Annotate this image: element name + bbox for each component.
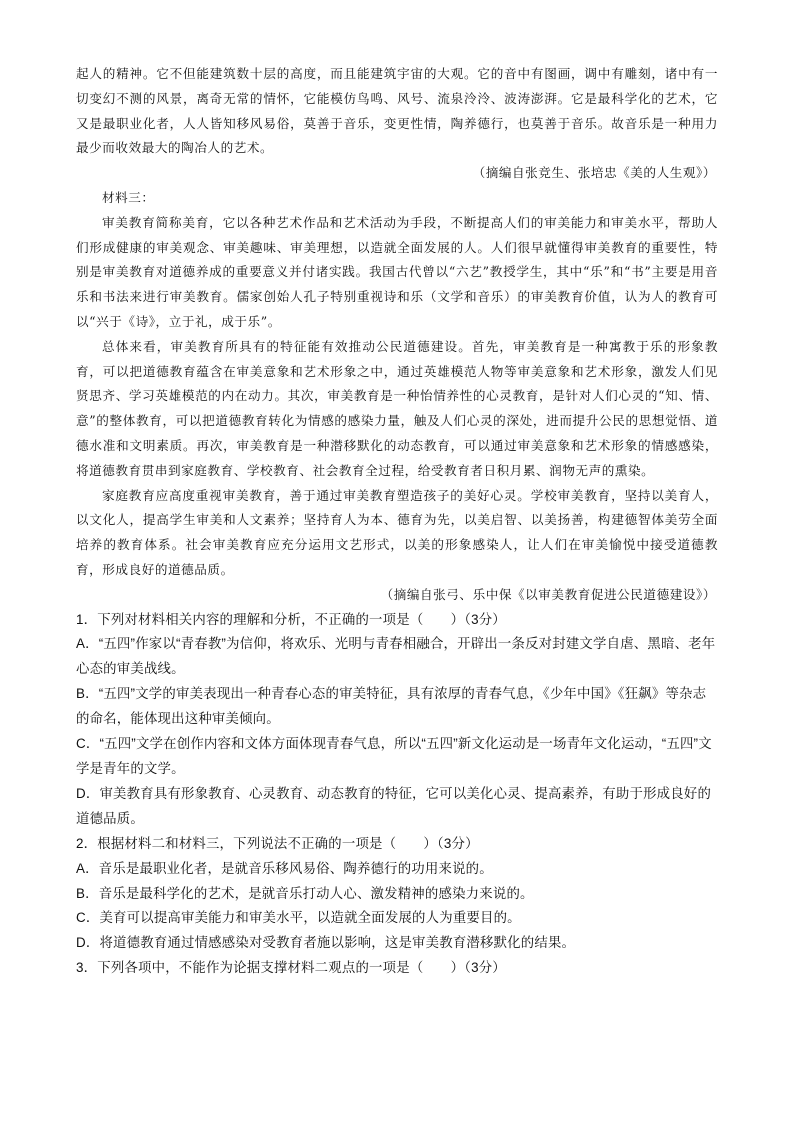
question-stem: 1．下列对材料相关内容的理解和分析，不正确的一项是（ ）（3分）	[76, 611, 506, 627]
option-a: A．“五四”作家以“青春教”为信仰，将欢乐、光明与青春相融合，开辟出一条反对封建文学自虐、黑暗、老年心态的审美战线。	[76, 636, 716, 677]
material-two-paragraph: 起人的精神。它不但能建筑数十层的高度，而且能建筑宇宙的大观。它的音中有图画，调中有雕刻，诸中有一切变幻不测的风景，离奇无常的情怀，它能模仿鸟鸣、风号、流泉泠泠、波涛澎湃。它是最科学化的艺术，它又是最职业化者，人人皆知移风易俗，莫善于音乐，变更性情，陶养德行，也莫善于音乐。故音乐是一种用力最少而收效最大的陶冶人的艺术。	[76, 66, 718, 156]
question-stem: 3．下列各项中，不能作为论据支撑材料二观点的一项是（ ）（3分）	[76, 960, 506, 976]
material-two-excerpt	[76, 62, 718, 186]
question-3	[76, 956, 718, 981]
material-three	[76, 186, 718, 608]
material-two-source: （摘编自张竞生、张培忠《美的人生观》）	[472, 165, 716, 181]
question-2	[76, 832, 718, 957]
question-stem: 2．根据材料二和材料三，下列说法不正确的一项是（ ）（3分）	[76, 835, 479, 851]
material-three-label: 材料三：	[102, 189, 155, 205]
option-c: C．美育可以提高审美能力和审美水平，以造就全面发展的人为重要目的。	[76, 910, 521, 926]
material-three-paragraph-1: 审美教育简称美育，它以各种艺术作品和艺术活动为手段，不断提高人们的审美能力和审美水平，帮助人们形成健康的审美观念、审美趣味、审美理想，以造就全面发展的人。人们很早就懂得审美教育的重要性，特别是审美教育对道德养成的重要意义并付诸实践。我国古代曾以“六艺”教授学生，其中“乐”和“书”主要是用音乐和书法来进行审美教育。儒家创始人孔子特别重视诗和乐（文学和音乐）的审美教育价值，认为人的教育可以“兴于《诗》，立于礼，成于乐”。	[76, 214, 718, 329]
option-c: C．“五四”文学在创作内容和文体方面体现青春气息，所以“五四”新文化运动是一场青年文化运动，“五四”文学是青年的文学。	[76, 736, 712, 776]
material-three-paragraph-3: 家庭教育应高度重视审美教育，善于通过审美教育塑造孩子的美好心灵。学校审美教育，坚持以美育人，以文化人，提高学生审美和人文素养；坚持育人为本、德育为先，以美启智、以美扬善，构建德智体美劳全面培养的教育体系。社会审美教育应充分运用文艺形式，以美的形象感染人，让人们在审美愉悦中接受道德教育，形成良好的道德品质。	[76, 487, 718, 577]
question-1	[76, 608, 718, 832]
option-d: D．审美教育具有形象教育、心灵教育、动态教育的特征，它可以美化心灵、提高素养，有助于形成良好的道德品质。	[76, 785, 712, 826]
option-b: B．“五四”文学的审美表现出一种青春心态的审美特征，具有浓厚的青春气息，《少年中国》《狂飙》等杂志的命名，能体现出这种审美倾向。	[76, 686, 707, 727]
exam-page	[76, 62, 718, 981]
material-three-paragraph-2: 总体来看，审美教育所具有的特征能有效推动公民道德建设。首先，审美教育是一种寓教于乐的形象教育，可以把道德教育蕴含在审美意象和艺术形象之中，通过英雄模范人物等审美意象和艺术形象，激发人们见贤思齐、学习英雄模范的内在动力。其次，审美教育是一种怡情养性的心灵教育，是针对人们心灵的“知、情、意”的整体教育，可以把道德教育转化为情感的感染力量，触及人们心灵的深处，进而提升公民的思想觉悟、道德水准和文明素质。再次，审美教育是一种潜移默化的动态教育，可以通过审美意象和艺术形象的情感感染，将道德教育贯串到家庭教育、学校教育、社会教育全过程，给受教育者日积月累、润物无声的熏染。	[76, 338, 718, 478]
option-b: B．音乐是最科学化的艺术，是就音乐打动人心、激发精神的感染力来说的。	[76, 885, 534, 901]
material-three-source: （摘编自张弓、乐中保《以审美教育促进公民道德建设》）	[380, 586, 716, 602]
option-a: A．音乐是最职业化者，是就音乐移风易俗、陶养德行的功用来说的。	[76, 860, 493, 876]
option-d: D．将道德教育通过情感感染对受教育者施以影响，这是审美教育潜移默化的结果。	[76, 935, 576, 951]
questions	[76, 608, 718, 982]
